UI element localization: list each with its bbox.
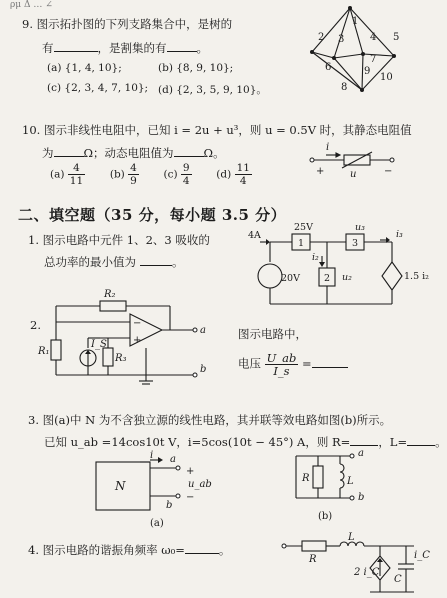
p2-label-r2: R₂	[104, 289, 116, 300]
q9-option-d: (d) {2, 3, 5, 9, 10}。	[158, 84, 267, 96]
graph-label-9: 9	[364, 66, 371, 77]
q10-line1: 10. 图示非线性电阻中，已知 i = 2u + u³，则 u = 0.5V 时，其静态电阻值	[22, 123, 412, 137]
p1-label-box3: 3	[352, 238, 359, 249]
graph-label-6: 6	[325, 62, 332, 73]
q10-line2a: 为	[42, 146, 54, 160]
p3a-label-plus: +	[186, 466, 195, 477]
p1-label-i2: i₂	[312, 252, 319, 263]
q10-line2c: Ω。	[203, 146, 225, 160]
p3a-label-n: N	[115, 479, 126, 493]
p1-label-box1: 1	[298, 238, 305, 249]
q10-option-c-label: (c)	[163, 168, 178, 181]
p3-line2b: ，L=	[378, 435, 408, 449]
graph-label-5: 5	[393, 32, 400, 43]
p4-text: 4. 图示电路的谐振角频率 ω₀=	[28, 543, 185, 557]
p2-label-a: a	[200, 325, 206, 336]
p4-label-ic: i_C	[414, 550, 430, 561]
q10-option-b-label: (b)	[109, 168, 125, 181]
graph-label-4: 4	[370, 32, 377, 43]
p1-line2-end: 。	[172, 255, 184, 269]
p3a-label-b: b	[166, 500, 173, 511]
p2-label-r3: R₃	[115, 353, 127, 364]
p3-line2a: 已知 u_ab =14cos10t V，i=5cos(10t − 45°) A，则 R=	[44, 435, 351, 449]
q10-option-a-label: (a)	[50, 168, 65, 181]
q9-line2b: ，是割集的有	[97, 41, 167, 55]
q10-fig-i: i	[326, 142, 330, 153]
p1-label-i3: i₃	[396, 229, 403, 240]
p1-label-20v: 20V	[281, 273, 300, 284]
p2-label-plus: +	[133, 335, 142, 346]
section-title: 二、填空题（35 分，每小题 3.5 分）	[18, 206, 287, 224]
p2-number: 2.	[30, 318, 41, 332]
p2-text2: 电压	[238, 356, 261, 371]
q9-option-c: (c) {2, 3, 4, 7, 10};	[47, 82, 149, 94]
q10-fig-u: u	[350, 169, 357, 180]
page-header: ρμ Δ … ∠	[10, 0, 53, 10]
p3b-label-r: R	[302, 473, 310, 484]
p1-label-dep: 1.5 i₂	[404, 271, 429, 282]
p2-equals: =	[301, 356, 312, 371]
q10-option-b-frac: $\frac{4}{9}$	[130, 162, 137, 187]
graph-label-2: 2	[318, 32, 325, 43]
graph-label-3: 3	[338, 34, 345, 45]
q10-option-d-label: (d)	[216, 168, 232, 181]
p4-label-l: L	[348, 532, 355, 543]
p4-label-c: C	[394, 574, 402, 585]
p4-label-dep: 2 i_C	[354, 567, 380, 578]
q9-option-a: (a) {1, 4, 10};	[47, 62, 122, 74]
p3b-label-a: a	[358, 448, 364, 459]
p2-label-r1: R₁	[38, 346, 50, 357]
p2-label-is: I_S	[91, 339, 107, 350]
p2-text1: 图示电路中，	[238, 327, 307, 341]
p1-line2-text: 总功率的最小值为	[44, 255, 136, 269]
graph-label-10: 10	[380, 72, 393, 83]
p1-label-25v: 25V	[294, 222, 313, 233]
p3a-label-minus: −	[186, 492, 195, 503]
p4-end: 。	[218, 543, 231, 557]
graph-label-7: 7	[370, 54, 377, 65]
q10-line2b: Ω；动态电阻值为	[83, 146, 174, 160]
q9-line1: 9. 图示拓扑图的下列支路集合中，是树的	[22, 17, 233, 31]
q9-option-b: (b) {8, 9, 10};	[158, 62, 234, 74]
q9-line2a: 有	[42, 41, 54, 55]
p3a-label-a: a	[170, 454, 176, 465]
p3b-label-b: b	[358, 492, 365, 503]
q9-line2c: 。	[196, 41, 208, 55]
q10-option-d-frac: $\frac{11}{4}$	[236, 162, 250, 187]
q10-option-a-frac: $\frac{4}{11}$	[69, 162, 84, 187]
p3-line1: 3. 图(a)中 N 为不含独立源的线性电路，其并联等效电路如图(b)所示。	[28, 413, 392, 427]
q10-fig-minus: −	[384, 166, 393, 177]
p3-line2c: 。	[435, 435, 447, 449]
p2-label-b: b	[200, 364, 207, 375]
p4-label-r: R	[309, 554, 317, 565]
p3a-label-i: i	[150, 450, 154, 461]
p2-label-minus: −	[133, 318, 142, 329]
p3b-label-l: L	[347, 476, 354, 487]
p3b-caption: (b)	[318, 511, 333, 522]
p2-fraction: $\frac{U\_ab}{I\_s}$	[266, 351, 297, 378]
q10-option-c-frac: $\frac{9}{4}$	[182, 162, 190, 187]
p3a-label-u: u_ab	[188, 479, 212, 490]
p1-line1: 1. 图示电路中元件 1、2、3 吸收的	[28, 233, 210, 247]
p1-label-box2: 2	[324, 273, 331, 284]
graph-label-1: 1	[352, 16, 359, 27]
p1-label-4a: 4A	[248, 230, 261, 241]
graph-label-8: 8	[341, 82, 348, 93]
p3a-caption: (a)	[150, 518, 164, 529]
p1-label-u3: u₃	[355, 222, 365, 233]
p1-label-u2: u₂	[342, 272, 352, 283]
q10-fig-plus: +	[316, 166, 325, 177]
